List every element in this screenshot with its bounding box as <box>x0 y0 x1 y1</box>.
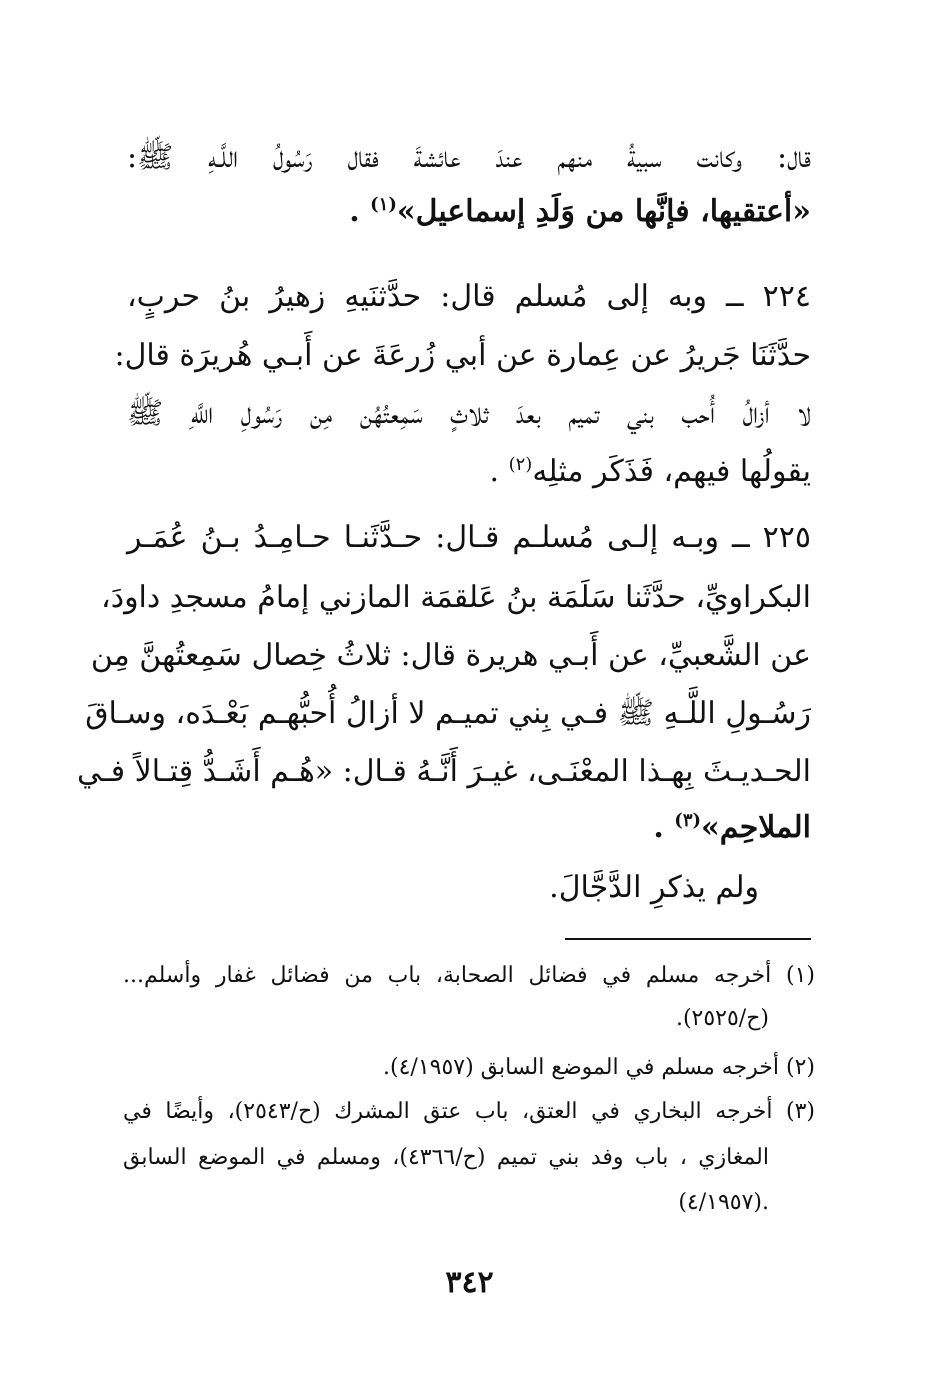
footnote-3-line-1 <box>123 1096 815 1128</box>
body-line-7 <box>127 518 811 558</box>
footnote-separator <box>565 938 811 940</box>
sentence-period: . <box>489 454 500 489</box>
body-line-10-text: رَسُـولِ اللَّـهِ ﷺ فـي بِني تميـم لا أزالُ أُحبُّهـم بَعْـدَه، وسـاقَ <box>85 696 811 731</box>
body-line-11 <box>77 752 811 792</box>
body-line-9-text: عن الشَّعبيِّ، عن أَبـي هريرة قال: ثلاثُ خِصال سَمِعتُهنَّ مِن <box>90 638 811 673</box>
body-line-8 <box>101 578 811 618</box>
footnote-3-text-cont: المغازي ، باب وفد بني تميم (ح/٤٣٦٦)، ومسلم في الموضع السابق <box>123 1145 770 1170</box>
footnote-3-text-end: (٤/١٩٥٧). <box>678 1190 769 1215</box>
footnote-ref-1[interactable]: (١) <box>370 194 397 215</box>
body-line-2 <box>127 192 811 232</box>
body-line-2-text: «أعتقيها، فإنَّها من وَلَدِ إسماعيل» <box>396 194 811 229</box>
body-line-12 <box>127 808 811 848</box>
body-line-12-text: الملاحِم» <box>701 810 811 845</box>
body-line-4-text: حدَّثَنَا جَريرُ عن عِمارة عن أبي زُرعَةَ عن أَبـي هُريرَة قال: <box>114 338 811 373</box>
body-line-9 <box>90 636 811 676</box>
body-line-13-text: ولم يذكرِ الدَّجَّالَ. <box>549 870 759 905</box>
footnote-3-line-2 <box>123 1142 769 1174</box>
footnote-1-text: (١) أخرجه مسلم في فضائل الصحابة، باب من فضائل غفار وأسلم... <box>123 963 815 988</box>
footnote-ref-2[interactable]: (٢) <box>508 454 533 475</box>
body-line-1-text: قال: وكانت سبيةُ منهم عندَ عائشةَ فقال رَسُولُ اللَّـهِ ﷺ: <box>127 140 811 175</box>
body-line-8-text: البكراويِّ، حدَّثَنا سَلَمَة بنُ عَلقمَة المازني إمامُ مسجدِ داودَ، <box>101 580 811 615</box>
body-line-10 <box>85 694 811 734</box>
footnote-2-line-1 <box>123 1052 815 1084</box>
body-line-3 <box>127 277 811 317</box>
footnote-1-text-cont: (ح/٢٥٢٥). <box>675 1006 769 1031</box>
body-line-4 <box>114 336 811 376</box>
footnote-2-text: (٢) أخرجه مسلم في الموضع السابق (٤/١٩٥٧). <box>383 1055 815 1080</box>
footnote-3-text: (٣) أخرجه البخاري في العتق، باب عتق المشرك (ح/٢٥٤٣)، وأيضًا في <box>123 1099 816 1124</box>
body-line-11-text: الحـديـثَ بِهـذا المعْنَـى، غيـرَ أَنَّـهُ قـال: «هُـم أَشَـدُّ قِتـالاً فـي <box>77 754 811 789</box>
body-line-5-text: لا أزالُ أُحب بني تميم بعدَ ثلاثٍ سَمِعتُهُن مِن رَسُولِ اللَّهِ ﷺ <box>127 396 811 431</box>
body-line-1 <box>127 138 811 178</box>
body-line-6-text: يقولُها فيهم، فَذَكَر مثلِه <box>532 454 811 489</box>
footnote-1-line-1 <box>123 960 815 992</box>
body-line-3-text: ٢٢٤ ــ وبه إلى مُسلم قال: حدَّثنَيهِ زهيرُ بنُ حربٍ، <box>127 279 811 314</box>
body-line-5 <box>127 394 811 434</box>
page-number: ٣٤٢ <box>445 1265 494 1300</box>
sentence-period: . <box>349 194 360 229</box>
footnote-3-line-3 <box>123 1187 769 1219</box>
sentence-period: . <box>653 810 664 845</box>
body-line-13 <box>127 868 759 908</box>
body-line-6 <box>127 452 811 492</box>
body-line-7-text: ٢٢٥ ــ وبـه إلـى مُسلـم قـال: حـدَّثَنـا حـامِـدُ بـنُ عُمَـر <box>127 520 811 555</box>
footnote-1-line-2 <box>123 1003 769 1035</box>
footnote-ref-3[interactable]: (٣) <box>674 810 702 831</box>
